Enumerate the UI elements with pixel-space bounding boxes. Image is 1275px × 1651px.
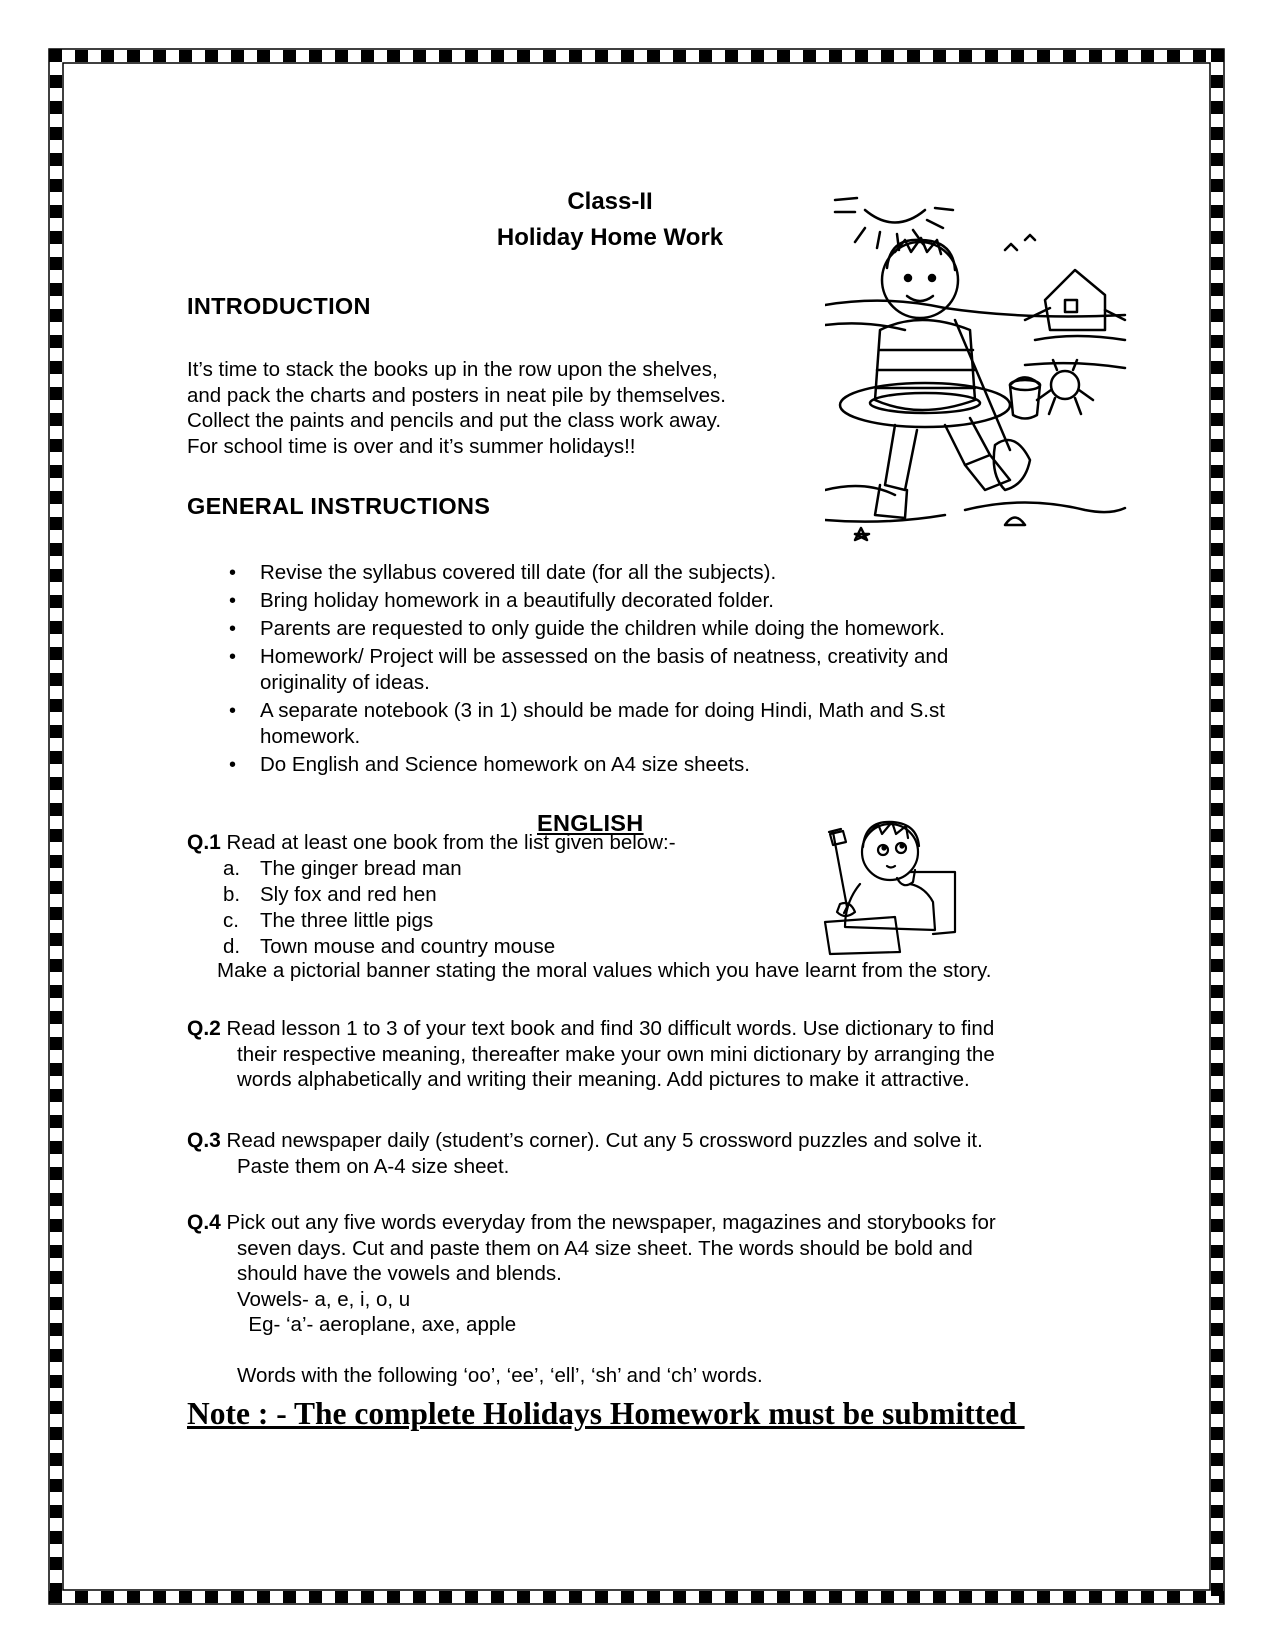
instruction-item: • Do English and Science homework on A4 size sheets. — [187, 752, 1047, 778]
book-list — [223, 856, 555, 960]
question-1 — [187, 830, 676, 856]
class-title: Class-II — [567, 188, 653, 215]
question-text: Read lesson 1 to 3 of your text book and find 30 difficult words. Use dictionary to find — [220, 1017, 995, 1040]
book-title: The ginger bread man — [260, 857, 462, 880]
instruction-item: • Bring holiday homework in a beautifully decorated folder. — [187, 588, 1047, 614]
book-item — [223, 882, 555, 908]
question-text: Vowels- a, e, i, o, u — [237, 1287, 411, 1311]
question-3 — [187, 1128, 1107, 1179]
question-text: should have the vowels and blends. — [237, 1262, 562, 1285]
question-text: their respective meaning, thereafter make your own mini dictionary by arranging the — [237, 1042, 995, 1066]
poem-line: and pack the charts and posters in neat pile by themselves. — [187, 383, 727, 407]
question-number: Q.1 — [187, 831, 221, 854]
question-number: Q.2 — [187, 1017, 221, 1040]
poem-line: It’s time to stack the books up in the row upon the shelves, — [187, 358, 718, 381]
question-number: Q.4 — [187, 1211, 221, 1234]
question-text: seven days. Cut and paste them on A4 size sheet. The words should be bold and — [237, 1236, 973, 1260]
question-number: Q.3 — [187, 1129, 221, 1152]
book-label: c. — [223, 909, 239, 932]
poem-line: For school time is over and it’s summer holidays!! — [187, 434, 636, 458]
instruction-item: • Homework/ Project will be assessed on the basis of neatness, creativity and originality of ideas. — [187, 644, 980, 696]
question-text: Words with the following ‘oo’, ‘ee’, ‘ell’, ‘sh’ and ‘ch’ words. — [237, 1363, 763, 1387]
instructions-list — [187, 560, 1047, 780]
question-4 — [187, 1210, 1107, 1388]
book-label: a. — [223, 857, 241, 880]
book-item — [223, 934, 555, 960]
book-item — [223, 908, 555, 934]
instruction-item: • A separate notebook (3 in 1) should be made for doing Hindi, Math and S.st homework. — [187, 698, 980, 750]
book-title: Town mouse and country mouse — [260, 935, 556, 958]
question-text: Paste them on A-4 size sheet. — [237, 1154, 510, 1178]
question-1-task: Make a pictorial banner stating the moral values which you have learnt from the story. — [217, 959, 992, 982]
beach-boy-illustration — [825, 190, 1135, 560]
book-label: b. — [223, 883, 241, 906]
doc-title: Holiday Home Work — [496, 224, 724, 251]
instruction-item: • Revise the syllabus covered till date (for all the subjects). — [187, 560, 1047, 586]
book-item — [223, 856, 555, 882]
english-heading: ENGLISH — [537, 810, 644, 836]
question-text: Eg- ‘a’- aeroplane, axe, apple — [237, 1313, 517, 1336]
question-text: Read at least one book from the list given below:- — [220, 831, 676, 854]
poem-line: Collect the paints and pencils and put the class work away. — [187, 409, 722, 432]
question-text: words alphabetically and writing their meaning. Add pictures to make it attractive. — [237, 1068, 970, 1091]
thinking-boy-illustration — [815, 812, 975, 962]
general-instructions-heading: GENERAL INSTRUCTIONS — [187, 493, 491, 519]
question-text: Pick out any five words everyday from the newspaper, magazines and storybooks for — [220, 1211, 996, 1234]
question-2 — [187, 1016, 1107, 1093]
instruction-item: • Parents are requested to only guide the children while doing the homework. — [187, 616, 1047, 642]
submission-note: Note : - The complete Holidays Homework must be submitted — [187, 1396, 1025, 1431]
introduction-poem — [187, 357, 726, 459]
book-label: d. — [223, 935, 241, 958]
book-title: Sly fox and red hen — [260, 883, 437, 906]
question-text: Read newspaper daily (student’s corner). Cut any 5 crossword puzzles and solve it. — [220, 1129, 983, 1152]
book-title: The three little pigs — [260, 909, 434, 932]
introduction-heading: INTRODUCTION — [187, 293, 371, 319]
